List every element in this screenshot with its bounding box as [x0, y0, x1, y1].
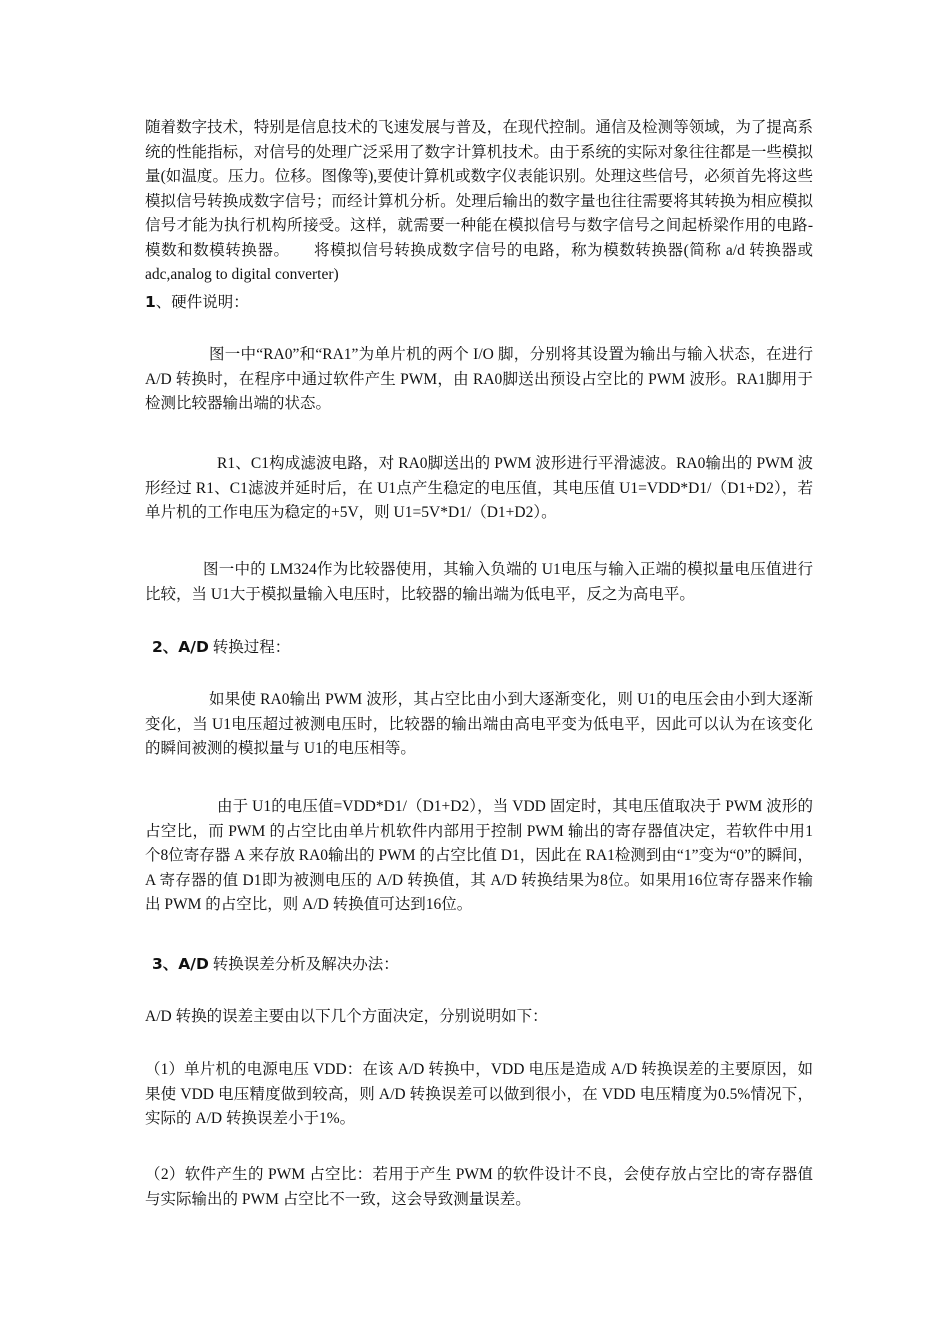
section-1-heading [145, 290, 249, 315]
section-2-paragraph-2: 由于 U1的电压值=VDD*D1/（D1+D2），当 VDD 固定时，其电压值取决于 PWM 波形的占空比，而 PWM 的占空比由单片机软件内部用于控制 PWM 输出的寄存器值决定，若软件中用1个8位寄存器 A 来存放 RA0输出的 PWM 的占空比值 D1，因此在 RA1检测到由“1”变为“0”的瞬间，A 寄存器的值 D1即为被测电压的 A/D 转换值，其 A/D 转换结果为8位。如果用16位寄存器来作输出 PWM 的占空比，则 A/D 转换值可达到16位。 [145, 798, 813, 913]
section-1-paragraph-3: 图一中的 LM324作为比较器使用，其输入负端的 U1电压与输入正端的模拟量电压值进行比较，当 U1大于模拟量输入电压时，比较器的输出端为低电平，反之为高电平。 [145, 561, 813, 603]
section-2-heading [152, 635, 290, 660]
section-3-title: 转换误差分析及解决办法： [208, 956, 399, 973]
intro-paragraph: 随着数字技术，特别是信息技术的飞速发展与普及，在现代控制。通信及检测等领域，为了提高系统的性能指标，对信号的处理广泛采用了数字计算机技术。由于系统的实际对象往往都是一些模拟量(如温度。压力。位移。图像等),要使计算机或数字仪表能识别。处理这些信号，必须首先将这些模拟信号转换成数字信号；而经计算机分析。处理后输出的数字量也往往需要将其转换为相应模拟信号才能为执行机构所接受。这样，就需要一种能在模拟信号与数字信号之间起桥梁作用的电路-模数和数模转换器。 将模拟信号转换成数字信号的电路，称为模数转换器(简称 a/d 转换器或 adc,analog to digital converter) [145, 119, 813, 283]
section-3-intro: A/D 转换的误差主要由以下几个方面决定，分别说明如下： [145, 1008, 548, 1025]
section-3-number: 3、A/D [152, 955, 209, 973]
section-3-heading [152, 952, 399, 977]
section-1-title: 、硬件说明： [155, 294, 249, 311]
section-2-paragraph-1: 如果使 RA0输出 PWM 波形，其占空比由小到大逐渐变化，则 U1的电压会由小到大逐渐变化，当 U1电压超过被测电压时，比较器的输出端由高电平变为低电平，因此可以认为在该变化的瞬间被测的模拟量与 U1的电压相等。 [145, 691, 813, 757]
section-2-number: 2、A/D [152, 638, 209, 656]
section-1-number: 1 [145, 293, 156, 311]
section-1-paragraph-1: 图一中“RA0”和“RA1”为单片机的两个 I/O 脚，分别将其设置为输出与输入状态，在进行 A/D 转换时，在程序中通过软件产生 PWM，由 RA0脚送出预设占空比的 PWM 波形。RA1脚用于检测比较器输出端的状态。 [145, 346, 813, 412]
section-2-title: 转换过程： [208, 639, 291, 656]
section-3-item-2: （2）软件产生的 PWM 占空比：若用于产生 PWM 的软件设计不良，会使存放占空比的寄存器值与实际输出的 PWM 占空比不一致，这会导致测量误差。 [145, 1166, 813, 1208]
section-3-item-1: （1）单片机的电源电压 VDD：在该 A/D 转换中，VDD 电压是造成 A/D 转换误差的主要原因，如果使 VDD 电压精度做到较高，则 A/D 转换误差可以做到很小，在 VDD 电压精度为0.5%情况下，实际的 A/D 转换误差小于1%。 [145, 1061, 813, 1127]
section-1-paragraph-2: R1、C1构成滤波电路，对 RA0脚送出的 PWM 波形进行平滑滤波。RA0输出的 PWM 波形经过 R1、C1滤波并延时后，在 U1点产生稳定的电压值，其电压值 U1=VDD*D1/（D1+D2），若单片机的工作电压为稳定的+5V，则 U1=5V*D1/（D1+D2）。 [145, 455, 813, 521]
